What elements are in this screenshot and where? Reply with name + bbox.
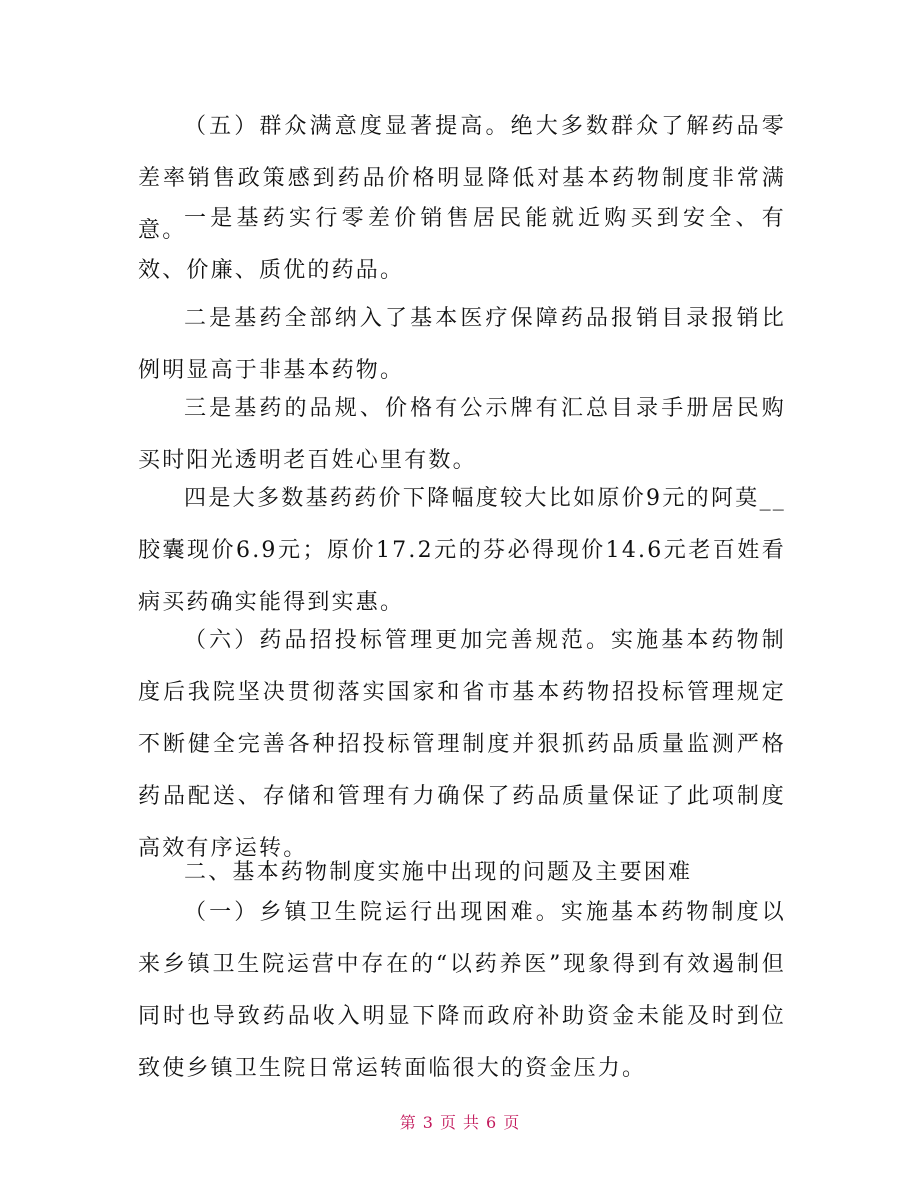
- footer-page-word: 页: [439, 1113, 457, 1132]
- section-heading-problems: 二、基本药物制度实施中出现的问题及主要困难: [184, 860, 693, 885]
- footer-total-pages: 6: [486, 1113, 498, 1132]
- footer-page-number: 3: [422, 1113, 434, 1132]
- footer-suffix: 页: [503, 1113, 521, 1132]
- paragraph-point-three: 三是基药的品规、价格有公示牌有汇总目录手册居民购买时阳光透明老百姓心里有数。: [138, 396, 786, 473]
- paragraph-tendering: （六）药品招投标管理更加完善规范。实施基本药物制度后我院坚决贯彻落实国家和省市基本药物招投标管理规定不断健全完善各种招投标管理制度并狠抓药品质量监测严格药品配送、存储和管理有力确保了药品质量保证了此项制度高效有序运转。: [138, 628, 786, 861]
- paragraph-point-four: 四是大多数基药药价下降幅度较大比如原价9元的阿莫__胶囊现价6.9元；原价17.2元的芬必得现价14.6元老百姓看病买药确实能得到实惠。: [138, 486, 786, 615]
- footer-prefix: 第: [399, 1113, 417, 1132]
- paragraph-township-hospitals: （一）乡镇卫生院运行出现困难。实施基本药物制度以来乡镇卫生院运营中存在的“以药养医”现象得到有效遏制但同时也导致药品收入明显下降而政府补助资金未能及时到位致使乡镇卫生院日常运转面临很大的资金压力。: [138, 900, 786, 1081]
- paragraph-point-one: 一是基药实行零差价销售居民能就近购买到安全、有效、价廉、质优的药品。: [138, 206, 786, 283]
- footer-total-word: 共: [463, 1113, 481, 1132]
- paragraph-point-two: 二是基药全部纳入了基本医疗保障药品报销目录报销比例明显高于非基本药物。: [138, 306, 786, 383]
- paragraph-satisfaction: （五）群众满意度显著提高。绝大多数群众了解药品零差率销售政策感到药品价格明显降低对基本药物制度非常满意。: [138, 114, 786, 243]
- page-footer: [0, 1110, 920, 1133]
